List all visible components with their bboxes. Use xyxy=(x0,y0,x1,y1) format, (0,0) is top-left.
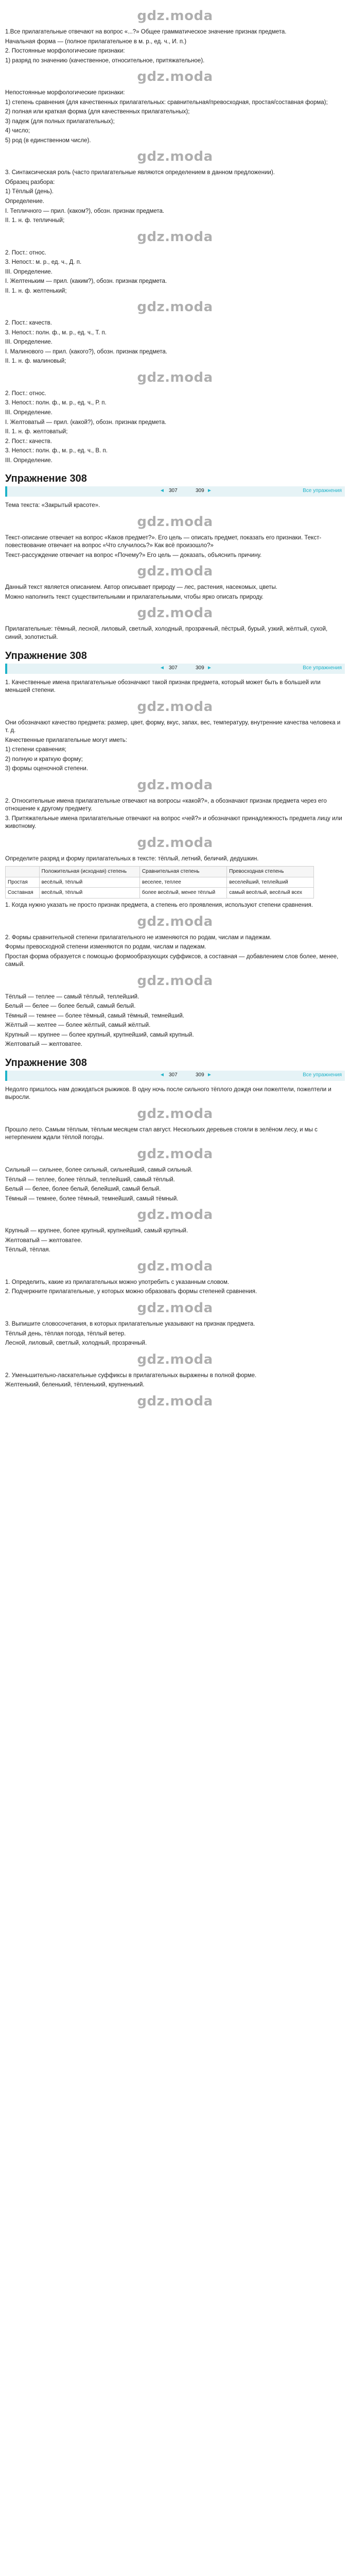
watermark: gdz.moda xyxy=(137,299,213,315)
table-cell: самый весёлый, весёлый всех xyxy=(227,888,314,899)
prev-exercise-link[interactable]: 307 xyxy=(169,1072,178,1078)
text-line: 2. Уменьшительно-ласкательные суффиксы в прилагательных выражены в полной форме. xyxy=(5,1372,257,1379)
next-arrow-icon[interactable]: ► xyxy=(207,665,212,671)
text-line: 1) разряд по значению (качественное, относительное, притяжательное). xyxy=(5,57,205,64)
text-line: Тёплый, тёплая. xyxy=(5,1247,50,1253)
text-line: 1.Все прилагательные отвечают на вопрос «...?» Общее грамматическое значение признак предмета. xyxy=(5,29,287,36)
exercise-2-body xyxy=(5,679,345,863)
text-line: Тема текста: «Закрытый красоте». xyxy=(5,502,100,509)
text-line: III. Определение. xyxy=(5,339,52,346)
text-line: Лесной, лиловый, светлый, холодный, прозрачный. xyxy=(5,1340,147,1347)
exercise-title: Упражнение 308 xyxy=(5,650,87,662)
prev-exercise-link[interactable]: 307 xyxy=(169,665,178,671)
next-arrow-icon[interactable]: ► xyxy=(207,488,212,494)
table-header-cell xyxy=(6,867,40,877)
watermark: gdz.moda xyxy=(137,369,213,385)
text-line: 2. Пост.: относ. xyxy=(5,390,46,397)
table-cell: более весёлый, менее тёплый xyxy=(139,888,226,899)
section-2 xyxy=(5,902,345,1049)
exercise-header xyxy=(5,471,345,498)
table-row xyxy=(6,877,314,888)
text-line: 3. Непост.: полн. ф., м. р., ед. ч., В. п. xyxy=(5,448,108,454)
text-line: III. Определение. xyxy=(5,410,52,416)
text-line: Можно наполнить текст существительными и прилагательными, чтобы ярко описать природу. xyxy=(5,594,264,600)
text-line: III. Определение. xyxy=(5,457,52,464)
text-line: Сильный — сильнее, более сильный, сильнейший, самый сильный. xyxy=(5,1167,193,1174)
comparison-table xyxy=(5,866,314,899)
text-line: 1) степень сравнения (для качественных прилагательных: сравнительная/превосходная, простая/составная форма); xyxy=(5,99,328,106)
text-line: 2. Подчеркните прилагательные, у которых можно образовать формы степеней сравнения. xyxy=(5,1289,257,1295)
text-line: II. 1. н. ф. желтоватый; xyxy=(5,429,68,435)
text-line: 2) полная или краткая форма (для качественных прилагательных); xyxy=(5,109,190,115)
all-exercises-link[interactable]: Все упражнения xyxy=(303,665,342,671)
text-line: 3) формы оценочной степени. xyxy=(5,766,89,772)
table-cell: весёлый, тёплый xyxy=(39,888,139,899)
text-line: Данный текст является описанием. Автор описывает природу — лес, растения, насекомых, цветы. xyxy=(5,584,277,591)
next-arrow-icon[interactable]: ► xyxy=(207,1072,212,1078)
watermark: gdz.moda xyxy=(137,514,213,530)
text-line: Тёмный — темнее — более тёмный, самый тёмный, темнейший. xyxy=(5,1012,184,1019)
text-line: 1) степени сравнения; xyxy=(5,747,66,753)
text-line: 4) число; xyxy=(5,128,30,134)
watermark: gdz.moda xyxy=(137,149,213,165)
text-line: III. Определение. xyxy=(5,268,52,275)
watermark: gdz.moda xyxy=(137,699,213,715)
text-line: Простая форма образуется с помощью формообразующих суффиксов, а составная — добавлением слов более, менее, самый. xyxy=(5,953,339,968)
table-cell: весёлый, тёплый xyxy=(39,877,139,888)
table-cell: Простая xyxy=(6,877,40,888)
text-line: 3. Непост.: полн. ф., м. р., ед. ч., Р. п. xyxy=(5,400,107,406)
text-line: I. Тепличного — прил. (каком?), обозн. признак предмета. xyxy=(5,208,165,214)
text-line: II. 1. н. ф. желтенький; xyxy=(5,287,67,294)
text-line: Текст-описание отвечает на вопрос «Каков предмет?». Его цель — описать предмет, показать его признаки. Текст-повествование отвечает на вопрос «Что случилось?» Как всё произошло?» xyxy=(5,534,322,549)
exercise-header xyxy=(5,648,345,675)
next-exercise-link[interactable]: 309 xyxy=(196,488,204,494)
watermark: gdz.moda xyxy=(137,1207,213,1223)
section-3 xyxy=(5,1258,345,1411)
text-line: 3. Непост.: полн. ф., м. р., ед. ч., Т. п. xyxy=(5,329,107,336)
text-line: Непостоянные морфологические признаки: xyxy=(5,90,125,96)
text-line: I. Желтоватый — прил. (какой?), обозн. признак предмета. xyxy=(5,419,167,426)
next-exercise-link[interactable]: 309 xyxy=(196,665,204,671)
text-line: Определите разряд и форму прилагательных в тексте: тёплый, летний, беличий, дедушкин. xyxy=(5,855,259,862)
text-line: Желтенький, беленький, тёпленький, крупненький. xyxy=(5,1382,145,1388)
text-line: 1. Качественные имена прилагательные обозначают такой признак предмета, который может быть в большей или меньшей степени. xyxy=(5,679,321,694)
text-line: Формы превосходной степени изменяются по родам, числам и падежам. xyxy=(5,944,206,951)
text-line: I. Малинового — прил. (какого?), обозн. признак предмета. xyxy=(5,348,168,355)
watermark: gdz.moda xyxy=(137,69,213,85)
watermark: gdz.moda xyxy=(137,1258,213,1274)
text-line: Желтоватый — желтоватее. xyxy=(5,1041,82,1048)
table-cell: Составная xyxy=(6,888,40,899)
table-cell: веселее, теплее xyxy=(139,877,226,888)
table-header-cell: Положительная (исходная) степень xyxy=(39,867,139,877)
text-line: 2. Относительные имена прилагательные отвечают на вопросы «какой?», а обозначают признак предмета через его отношение к другому предмету. xyxy=(5,798,327,812)
text-line: Белый — белее — более белый, самый белый. xyxy=(5,1003,136,1010)
text-line: Белый — белее, более белый, белейший, самый белый. xyxy=(5,1186,161,1193)
table-row xyxy=(6,888,314,899)
text-line: II. 1. н. ф. малиновый; xyxy=(5,358,66,365)
watermark: gdz.moda xyxy=(137,1146,213,1162)
text-line: 3. Синтаксическая роль (часто прилагательные являются определением в данном предложении). xyxy=(5,170,275,176)
watermark: gdz.moda xyxy=(137,229,213,245)
table-header-cell: Превосходная степень xyxy=(227,867,314,877)
watermark: gdz.moda xyxy=(137,777,213,793)
text-line: 2. Постоянные морфологические признаки: xyxy=(5,48,125,55)
text-line: 5) род (в единственном числе). xyxy=(5,137,91,144)
text-line: 2. Пост.: качеств. xyxy=(5,320,52,327)
text-line: II. 1. н. ф. тепличный; xyxy=(5,217,65,224)
prev-exercise-link[interactable]: 307 xyxy=(169,488,178,494)
watermark: gdz.moda xyxy=(137,564,213,580)
watermark: gdz.moda xyxy=(137,913,213,929)
text-line: Крупный — крупнее — более крупный, крупнейший, самый крупный. xyxy=(5,1031,194,1038)
watermark: gdz.moda xyxy=(137,1300,213,1316)
watermark: gdz.moda xyxy=(137,1393,213,1409)
all-exercises-link[interactable]: Все упражнения xyxy=(303,488,342,494)
text-line: 3. Непост.: м. р., ед. ч., Д. п. xyxy=(5,259,82,266)
text-line: Тёплый день, тёплая погода, тёплый ветер. xyxy=(5,1330,126,1337)
text-line: 2. Формы сравнительной степени прилагательного не изменяются по родам, числам и падежам. xyxy=(5,934,272,941)
text-line: Тёплый — теплее — самый тёплый, теплейший. xyxy=(5,993,139,1000)
text-line: Они обозначают качество предмета: размер, цвет, форму, вкус, запах, вес, температуру, внутренние качества человека и т. д. xyxy=(5,719,341,734)
text-line: 3. Выпишите словосочетания, в которых прилагательные указывают на признак предмета. xyxy=(5,1321,255,1328)
prev-arrow-icon[interactable]: ◄ xyxy=(160,488,165,494)
next-exercise-link[interactable]: 309 xyxy=(196,1072,204,1078)
text-line: Качественные прилагательные могут иметь: xyxy=(5,737,127,743)
text-line: Определение. xyxy=(5,198,44,205)
watermark: gdz.moda xyxy=(137,973,213,989)
all-exercises-link[interactable]: Все упражнения xyxy=(303,1072,342,1078)
watermark: gdz.moda xyxy=(137,1351,213,1367)
table-header-row xyxy=(6,867,314,877)
prev-arrow-icon[interactable]: ◄ xyxy=(160,1072,165,1078)
text-line: Тёплый — теплее, более тёплый, теплейший, самый тёплый. xyxy=(5,1176,175,1183)
exercise-title: Упражнение 308 xyxy=(5,1057,87,1069)
text-line: 2) полную и краткую форму; xyxy=(5,756,83,762)
text-line: Прилагательные: тёмный, лесной, лиловый, светлый, холодный, прозрачный, пёстрый, бурый, узкий, жёлтый, сухой, синий, золотистый. xyxy=(5,626,328,640)
text-line: Тёмный — темнее, более тёмный, темнейший, самый тёмный. xyxy=(5,1195,179,1202)
text-line: Крупный — крупнее, более крупный, крупнейший, самый крупный. xyxy=(5,1228,188,1234)
table-header-cell: Сравнительная степень xyxy=(139,867,226,877)
text-line: 2. Пост.: относ. xyxy=(5,249,46,256)
exercise-3-body xyxy=(5,1086,345,1255)
text-line: I. Желтеньким — прил. (каким?), обозн. признак предмета. xyxy=(5,278,167,285)
watermark: gdz.moda xyxy=(137,1106,213,1122)
text-line: 1. Когда нужно указать не просто признак предмета, а степень его проявления, используют степени сравнения. xyxy=(5,902,313,908)
section-1 xyxy=(5,28,345,465)
exercise-title: Упражнение 308 xyxy=(5,473,87,485)
text-line: 2. Пост.: качеств. xyxy=(5,438,52,445)
prev-arrow-icon[interactable]: ◄ xyxy=(160,665,165,671)
text-line: 1. Определить, какие из прилагательных можно употребить с указанным словом. xyxy=(5,1279,230,1285)
exercise-header xyxy=(5,1055,345,1082)
text-line: 3) падеж (для полных прилагательных); xyxy=(5,118,115,125)
text-line: 3. Притяжательные имена прилагательные отвечают на вопрос «чей?» и обозначают принадлежность предмета лицу или животному. xyxy=(5,815,342,830)
text-line: Текст-рассуждение отвечает на вопрос «Почему?» Его цель — доказать, объяснить причину. xyxy=(5,552,262,558)
watermark: gdz.moda xyxy=(137,835,213,851)
text-line: Жёлтый — желтее — более жёлтый, самый жёлтый. xyxy=(5,1022,151,1029)
watermark: gdz.moda xyxy=(137,605,213,621)
text-line: Начальная форма — (полное прилагательное в м. р., ед. ч., И. п.) xyxy=(5,38,187,45)
text-line: 1) Тёплый (день). xyxy=(5,189,54,195)
table-cell: веселейший, теплейший xyxy=(227,877,314,888)
text-line: Образец разбора: xyxy=(5,179,55,185)
text-line: Желтоватый — желтоватее. xyxy=(5,1237,82,1244)
text-line: Недолго пришлось нам дожидаться рыжиков. В одну ночь после сильного тёплого дождя они пожелтели, пожелтели и выросли. xyxy=(5,1086,331,1101)
watermark: gdz.moda xyxy=(137,8,213,24)
exercise-1-body xyxy=(5,502,345,641)
text-line: Прошло лето. Самым тёплым, тёплым месяцем стал август. Нескольких деревьев стояли в зелёном лесу, и мы с нетерпением ждали тёплой погоды. xyxy=(5,1126,318,1141)
